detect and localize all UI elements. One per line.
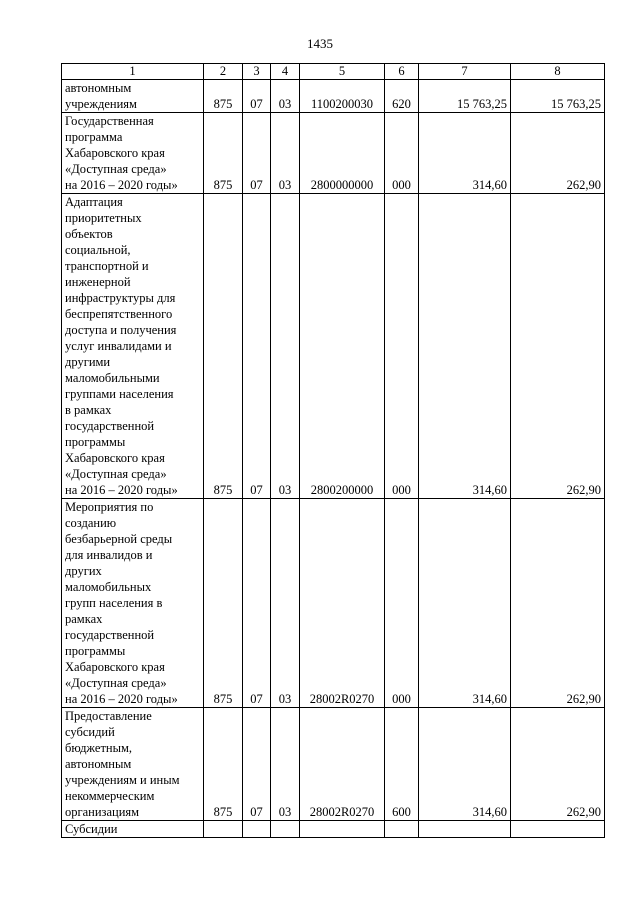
code-cell: 07 xyxy=(243,80,271,113)
amount-cell: 15 763,25 xyxy=(419,80,511,113)
amount-cell: 314,60 xyxy=(419,499,511,708)
code-cell: 875 xyxy=(204,194,243,499)
row-name: автономным учреждениям xyxy=(65,81,137,111)
amount-cell: 262,90 xyxy=(511,113,605,194)
code-cell: 600 xyxy=(385,708,419,821)
table-row xyxy=(62,821,605,838)
table-row xyxy=(62,80,605,113)
code-cell: 03 xyxy=(271,80,300,113)
row-name-cell xyxy=(62,821,204,838)
code-cell: 875 xyxy=(204,80,243,113)
code-cell: 000 xyxy=(385,113,419,194)
header-row xyxy=(62,64,605,80)
code-cell xyxy=(385,821,419,838)
amount-cell: 314,60 xyxy=(419,194,511,499)
budget-table xyxy=(61,63,605,838)
code-cell: 1100200030 xyxy=(300,80,385,113)
table-row xyxy=(62,708,605,821)
row-name-cell xyxy=(62,499,204,708)
code-cell: 2800200000 xyxy=(300,194,385,499)
code-cell: 03 xyxy=(271,194,300,499)
row-name: Государственная программа Хабаровского края «Доступная среда» на 2016 – 2020 годы» xyxy=(65,114,178,192)
code-cell: 28002R0270 xyxy=(300,499,385,708)
code-cell: 620 xyxy=(385,80,419,113)
code-cell: 875 xyxy=(204,499,243,708)
code-cell xyxy=(243,821,271,838)
code-cell: 875 xyxy=(204,113,243,194)
code-cell: 28002R0270 xyxy=(300,708,385,821)
code-cell xyxy=(300,821,385,838)
code-cell: 000 xyxy=(385,194,419,499)
row-name-cell xyxy=(62,80,204,113)
amount-cell xyxy=(419,821,511,838)
code-cell: 875 xyxy=(204,708,243,821)
page-number: 1435 xyxy=(307,36,333,51)
code-cell: 07 xyxy=(243,499,271,708)
code-cell: 03 xyxy=(271,113,300,194)
amount-cell xyxy=(511,821,605,838)
row-name: Адаптация приоритетных объектов социальной, транспортной и инженерной инфраструктуры для беспрепятственного доступа и получения услуг инвалидами и другими маломобильными группами населения в рамках государственной программы Хабаровского края «Доступная среда» на 2016 – 2020 годы» xyxy=(65,195,178,497)
code-cell: 07 xyxy=(243,194,271,499)
code-cell: 07 xyxy=(243,113,271,194)
amount-cell: 15 763,25 xyxy=(511,80,605,113)
row-name-cell xyxy=(62,194,204,499)
column-header: 8 xyxy=(511,64,605,80)
table-row xyxy=(62,113,605,194)
code-cell: 03 xyxy=(271,708,300,821)
column-header: 5 xyxy=(300,64,385,80)
table-row xyxy=(62,194,605,499)
column-header: 2 xyxy=(204,64,243,80)
column-header: 6 xyxy=(385,64,419,80)
column-header: 7 xyxy=(419,64,511,80)
amount-cell: 262,90 xyxy=(511,194,605,499)
amount-cell: 262,90 xyxy=(511,708,605,821)
column-header: 1 xyxy=(62,64,204,80)
code-cell: 07 xyxy=(243,708,271,821)
code-cell: 03 xyxy=(271,499,300,708)
code-cell xyxy=(204,821,243,838)
row-name: Субсидии xyxy=(65,822,118,836)
row-name: Предоставление субсидий бюджетным, автономным учреждениям и иным некоммерческим организациям xyxy=(65,709,180,819)
amount-cell: 262,90 xyxy=(511,499,605,708)
amount-cell: 314,60 xyxy=(419,708,511,821)
code-cell xyxy=(271,821,300,838)
amount-cell: 314,60 xyxy=(419,113,511,194)
table-row xyxy=(62,499,605,708)
row-name-cell xyxy=(62,113,204,194)
column-header: 4 xyxy=(271,64,300,80)
row-name-cell xyxy=(62,708,204,821)
code-cell: 000 xyxy=(385,499,419,708)
column-header: 3 xyxy=(243,64,271,80)
code-cell: 2800000000 xyxy=(300,113,385,194)
row-name: Мероприятия по созданию безбарьерной среды для инвалидов и других маломобильных групп населения в рамках государственной программы Хабаровского края «Доступная среда» на 2016 – 2020 годы» xyxy=(65,500,178,706)
